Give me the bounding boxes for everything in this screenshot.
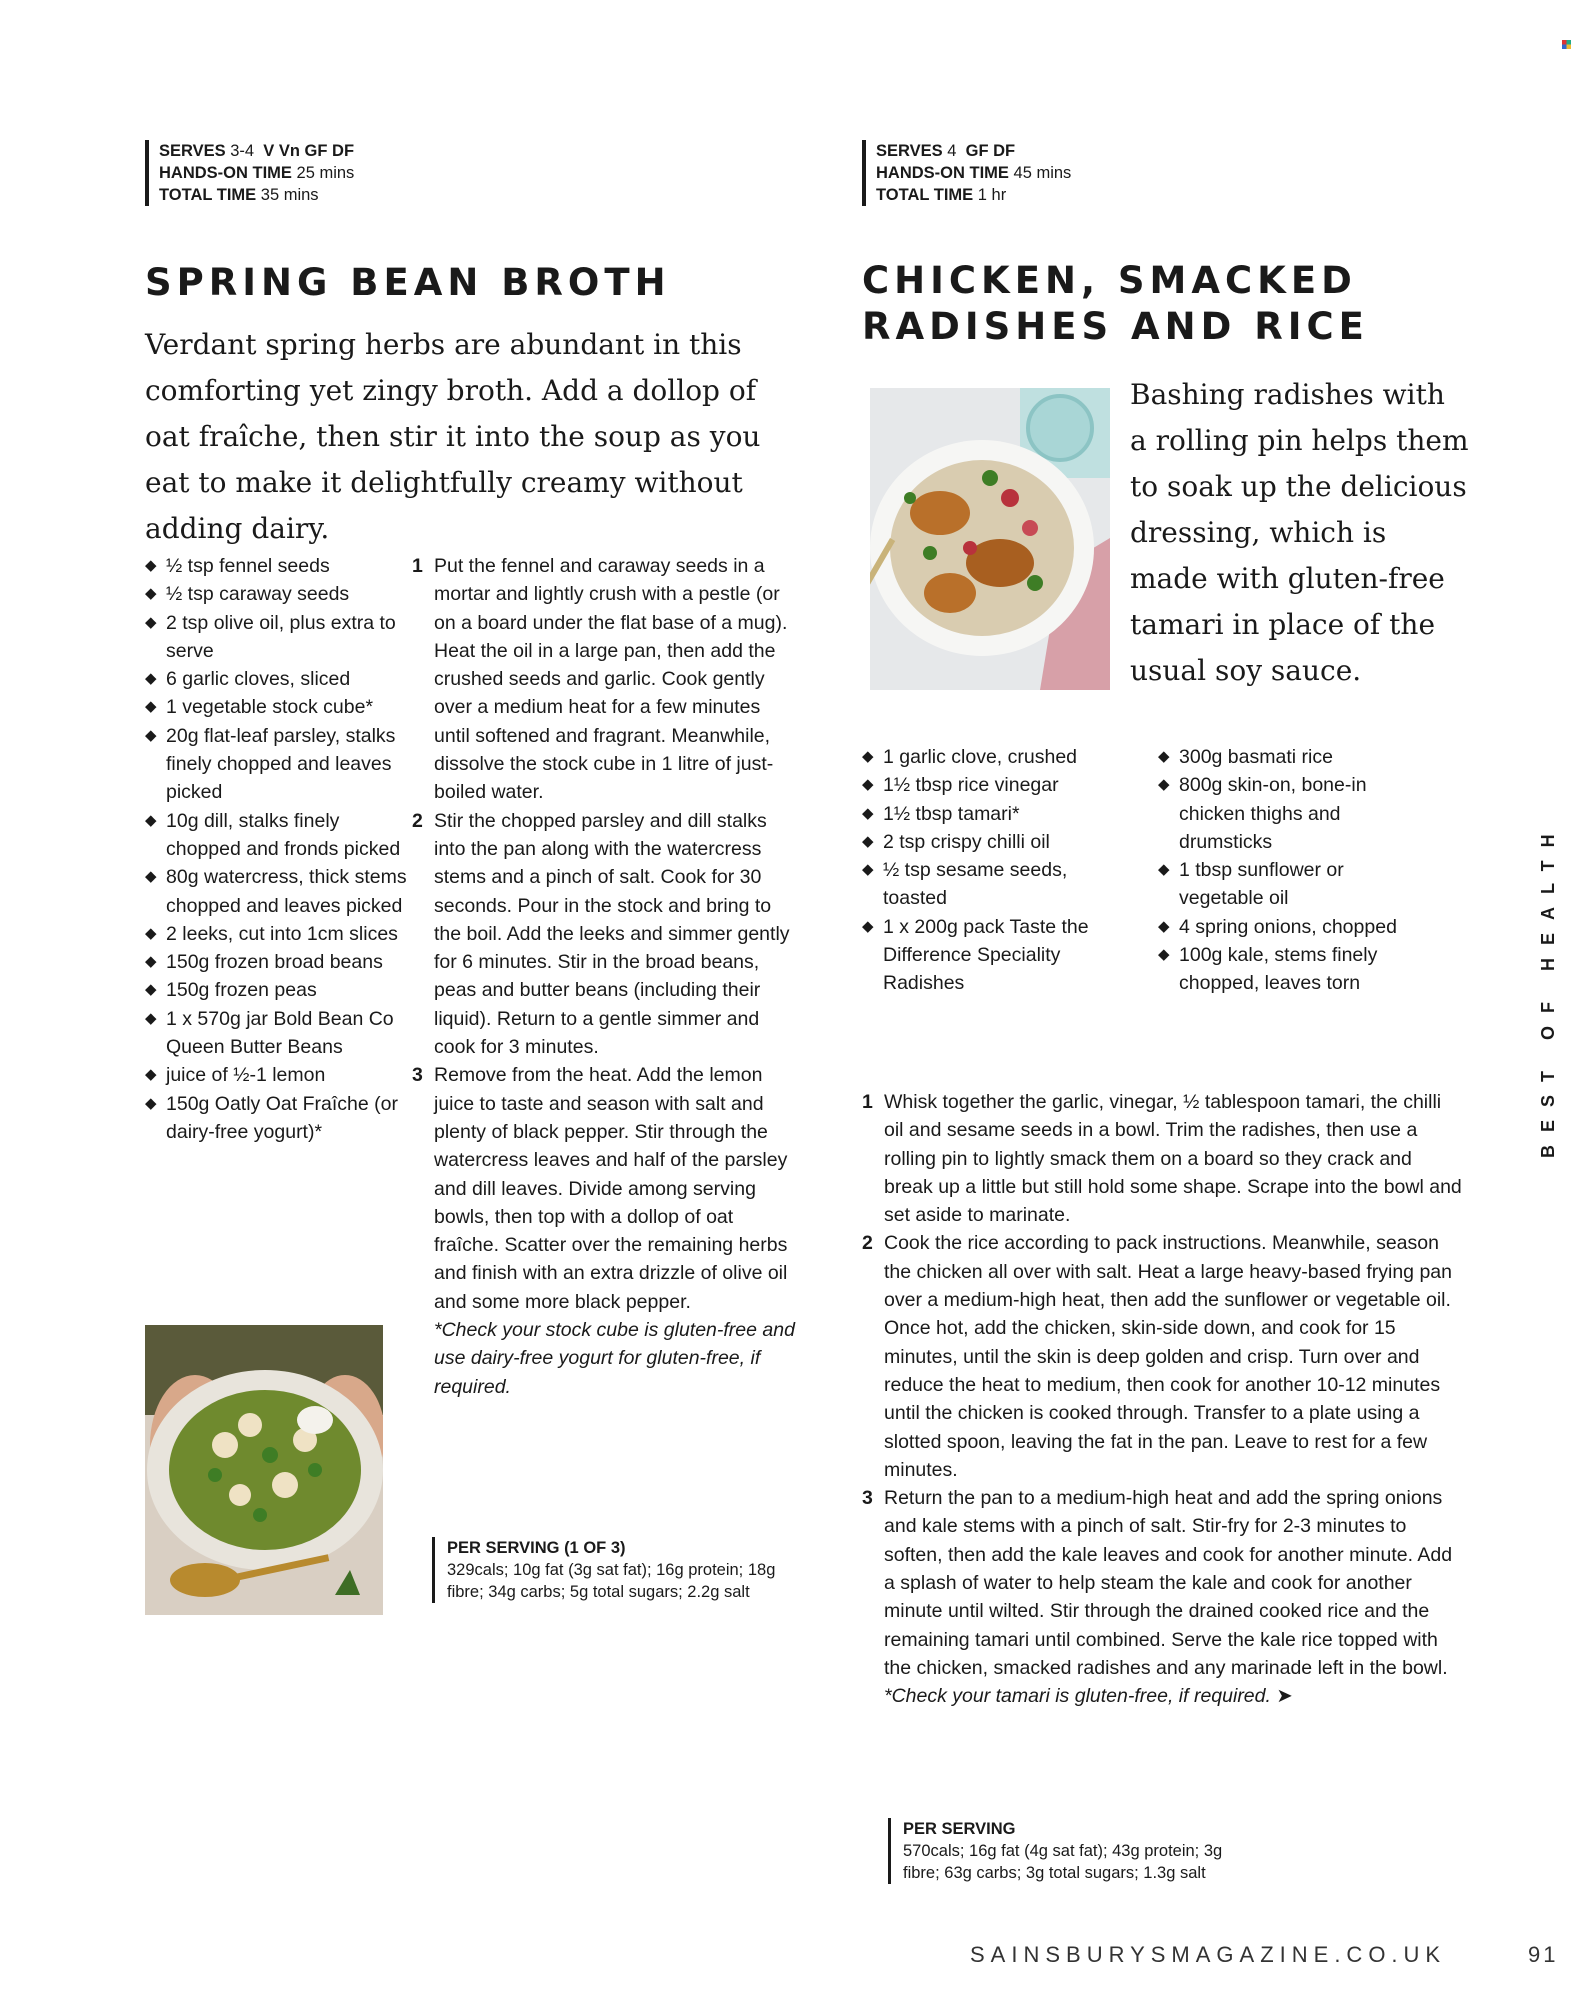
- recipe1-nutrition: [432, 1537, 807, 1603]
- step-number: 3: [862, 1487, 873, 1510]
- ingredient-item: ◆ 300g basmati rice: [1158, 743, 1408, 771]
- hands-on-label: HANDS-ON TIME: [876, 164, 1009, 182]
- step-number: 3: [412, 1064, 423, 1087]
- ingredient-item: ◆ 1 x 570g jar Bold Bean Co Queen Butter Beans: [145, 1005, 410, 1062]
- recipe2-ingredients-col2: [1158, 743, 1408, 998]
- ingredient-item: ◆ 4 spring onions, chopped: [1158, 913, 1408, 941]
- nutrition-heading: PER SERVING: [903, 1820, 1016, 1838]
- ingredient-item: ◆ 6 garlic cloves, sliced: [145, 665, 410, 693]
- ingredient-item: ◆ ½ tsp caraway seeds: [145, 580, 410, 608]
- recipe2-intro: Bashing radishes with a rolling pin helps them to soak up the delicious dressing, which is made with gluten-free tamari in place of the usual soy sauce.: [1130, 378, 1469, 687]
- serves-value: 3-4: [230, 142, 255, 160]
- recipe1-method: [412, 552, 796, 1401]
- ingredient-item: ◆ 1 garlic clove, crushed: [862, 743, 1112, 771]
- ingredient-item: ◆ 800g skin-on, bone-in chicken thighs and drumsticks: [1158, 771, 1408, 856]
- step-text: Return the pan to a medium-high heat and add the spring onions and kale stems with a pinch of salt. Stir-fry for 2-3 minutes to soften, then add the kale leaves and cook for another minute. Add a splash of water to help steam the kale and cook for another minute until wilted. Stir through the drained cooked rice and the remaining tamari until combined. Serve the kale rice topped with the chicken, smacked radishes and any marinade left in the bowl.: [884, 1487, 1453, 1679]
- step-text: Stir the chopped parsley and dill stalks into the pan along with the watercress stems and a pinch of salt. Cook for 30 seconds. Pour in the stock and bring to the boil. Add the leeks and simmer gently for 6 minutes. Stir in the broad beans, peas and butter beans (including their liquid). Return to a gentle simmer and cook for 3 minutes.: [434, 809, 790, 1059]
- step-text: Whisk together the garlic, vinegar, ½ tablespoon tamari, the chilli oil and sesame seeds in a bowl. Trim the radishes, then use a rolling pin to lightly smack them on a board so they crack and break up a little but still hold some shape. Scrape into the bowl and set aside to marinate.: [884, 1091, 1462, 1227]
- total-time-label: TOTAL TIME: [159, 186, 257, 204]
- recipe2-title-line1: CHICKEN, SMACKED: [862, 259, 1357, 302]
- total-time-value: 35 mins: [260, 186, 319, 204]
- method-step: [412, 1061, 796, 1401]
- ingredient-item: ◆ 10g dill, stalks finely chopped and fronds picked: [145, 807, 410, 864]
- step-number: 1: [412, 555, 423, 577]
- step-text: Cook the rice according to pack instructions. Meanwhile, season the chicken all over with salt. Heat a large heavy-based frying pan over a medium-high heat, then add the sunflower or vegetable oil. Once hot, add the chicken, skin-side down, and cook for 15 minutes, until the skin is deep golden and crisp. Turn over and reduce the heat to medium, then cook for another 10-12 minutes until the chicken is cooked through. Transfer to a plate using a slotted spoon, leaving the fat in the pan. Leave to rest for a few minutes.: [884, 1232, 1452, 1481]
- ingredient-item: ◆ 2 leeks, cut into 1cm slices: [145, 920, 410, 948]
- side-label: BEST OF HEALTH: [1538, 821, 1558, 1158]
- recipe1-meta: [145, 140, 519, 206]
- method-step: [412, 807, 796, 1062]
- step-number: 2: [412, 809, 423, 832]
- ingredient-item: ◆ 1½ tbsp rice vinegar: [862, 771, 1112, 799]
- serves-label: SERVES: [876, 142, 943, 160]
- serves-label: SERVES: [159, 142, 226, 160]
- ingredient-item: ◆ ½ tsp sesame seeds, toasted: [862, 856, 1112, 913]
- corner-mark-icon: [1562, 40, 1571, 49]
- recipe2-meta: [862, 140, 1236, 206]
- step-text: Remove from the heat. Add the lemon juice to taste and season with salt and plenty of black pepper. Stir through the watercress leaves and half of the parsley and dill leaves. Divide among serving bowls, then top with a dollop of oat fraîche. Scatter over the remaining herbs and finish with an extra drizzle of olive oil and some more black pepper.: [434, 1064, 788, 1313]
- ingredient-item: ◆ 1½ tbsp tamari*: [862, 800, 1112, 828]
- recipe1-note: *Check your stock cube is gluten-free and use dairy-free yogurt for gluten-free, if required.: [434, 1319, 795, 1398]
- serves-value: 4: [947, 142, 957, 160]
- recipe2-title-line2: RADISHES AND RICE: [862, 305, 1369, 348]
- recipe1-intro: Verdant spring herbs are abundant in this comforting yet zingy broth. Add a dollop of oat fraîche, then stir it into the soup as you eat to make it delightfully creamy without adding dairy.: [145, 328, 761, 545]
- method-step: [862, 1484, 1462, 1710]
- chicken-plate-photo: [870, 388, 1110, 690]
- recipe2-note: *Check your tamari is gluten-free, if required.: [884, 1685, 1271, 1708]
- step-text: Put the fennel and caraway seeds in a mortar and lightly crush with a pestle (or on a board under the flat base of a mug). Heat the oil in a large pan, then add the crushed seeds and garlic. Cook gently over a medium heat for a few minutes until softened and fragrant. Meanwhile, dissolve the stock cube in 1 litre of just-boiled water.: [434, 555, 788, 804]
- ingredient-item: ◆ 20g flat-leaf parsley, stalks finely chopped and leaves picked: [145, 722, 410, 807]
- ingredient-item: ◆ 1 x 200g pack Taste the Difference Speciality Radishes: [862, 913, 1112, 998]
- method-step: [862, 1088, 1462, 1229]
- ingredient-item: ◆ 150g frozen peas: [145, 976, 410, 1004]
- ingredient-item: ◆ 2 tsp olive oil, plus extra to serve: [145, 609, 410, 666]
- nutrition-text: 570cals; 16g fat (4g sat fat); 43g protein; 3g fibre; 63g carbs; 3g total sugars; 1.3g salt: [903, 1842, 1223, 1882]
- method-step: [862, 1229, 1462, 1484]
- method-step: [412, 552, 796, 807]
- website-url: SAINSBURYSMAGAZINE.CO.UK: [970, 1942, 1447, 1967]
- ingredient-item: ◆ 100g kale, stems finely chopped, leaves torn: [1158, 941, 1408, 998]
- recipe2-ingredients-col1: [862, 743, 1112, 998]
- diet-tags: GF DF: [965, 142, 1016, 160]
- hands-on-value: 25 mins: [296, 164, 355, 182]
- nutrition-text: 329cals; 10g fat (3g sat fat); 16g protein; 18g fibre; 34g carbs; 5g total sugars; 2.2g salt: [447, 1561, 776, 1601]
- ingredient-item: ◆ 1 vegetable stock cube*: [145, 693, 410, 721]
- ingredient-item: ◆ 150g frozen broad beans: [145, 948, 410, 976]
- ingredient-item: ◆ 1 tbsp sunflower or vegetable oil: [1158, 856, 1408, 913]
- page-number: 91: [1528, 1942, 1559, 1967]
- ingredient-item: ◆ 150g Oatly Oat Fraîche (or dairy-free yogurt)*: [145, 1090, 410, 1147]
- ingredient-item: ◆ ½ tsp fennel seeds: [145, 552, 410, 580]
- recipe2-method: [862, 1088, 1462, 1711]
- recipe2-nutrition: [888, 1818, 1263, 1884]
- nutrition-heading: PER SERVING (1 OF 3): [447, 1539, 626, 1557]
- hands-on-label: HANDS-ON TIME: [159, 164, 292, 182]
- total-time-label: TOTAL TIME: [876, 186, 974, 204]
- total-time-value: 1 hr: [977, 186, 1007, 204]
- recipe2-title: [862, 258, 1502, 350]
- step-number: 2: [862, 1232, 873, 1255]
- ingredient-item: ◆ 80g watercress, thick stems chopped and leaves picked: [145, 863, 410, 920]
- recipe1-ingredients: [145, 552, 410, 1146]
- step-number: 1: [862, 1091, 873, 1113]
- recipe1-title: SPRING BEAN BROTH: [145, 261, 671, 304]
- arrow-icon: ➤: [1276, 1685, 1293, 1708]
- soup-bowl-photo: [145, 1325, 383, 1615]
- ingredient-item: ◆ juice of ½-1 lemon: [145, 1061, 410, 1089]
- ingredient-item: ◆ 2 tsp crispy chilli oil: [862, 828, 1112, 856]
- diet-tags: V Vn GF DF: [263, 142, 355, 160]
- hands-on-value: 45 mins: [1013, 164, 1072, 182]
